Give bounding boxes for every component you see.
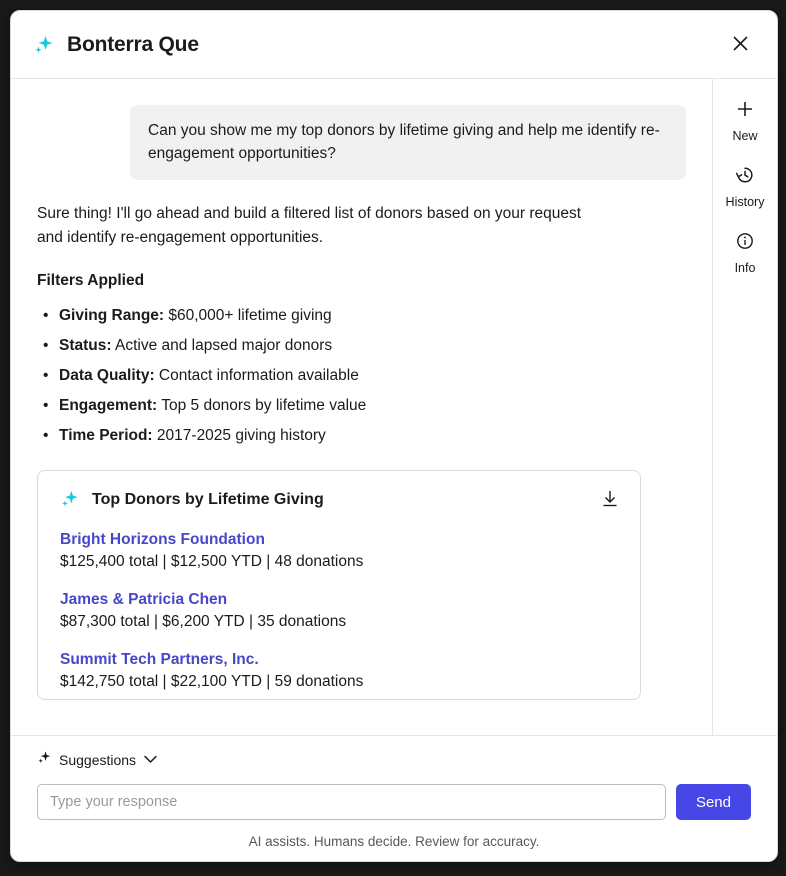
page-title: Bonterra Que — [67, 32, 199, 56]
list-item — [60, 651, 618, 691]
list-item — [60, 531, 618, 571]
right-rail — [712, 79, 777, 735]
sparkle-icon — [33, 34, 55, 56]
filter-label: Giving Range: — [59, 306, 165, 324]
sparkle-icon — [60, 489, 82, 511]
rail-item-history[interactable] — [713, 165, 777, 209]
filter-value: Contact information available — [158, 366, 359, 384]
rail-item-info[interactable] — [713, 231, 777, 275]
rail-item-new[interactable] — [713, 99, 777, 143]
donor-name-link[interactable]: Bright Horizons Foundation — [60, 530, 265, 548]
filter-value: 2017-2025 giving history — [156, 426, 326, 444]
bonterra-que-window — [10, 10, 778, 862]
filter-value: $60,000+ lifetime giving — [168, 306, 332, 324]
chat-column — [11, 79, 712, 735]
filter-label: Engagement: — [59, 396, 158, 414]
send-button[interactable]: Send — [676, 784, 751, 820]
top-donors-card — [37, 470, 641, 700]
plus-icon — [735, 99, 755, 124]
donor-meta: $125,400 total | $12,500 YTD | 48 donations — [60, 552, 364, 570]
rail-item-label: New — [732, 129, 758, 143]
close-button[interactable] — [725, 30, 755, 60]
history-icon — [735, 165, 755, 190]
response-input[interactable] — [37, 784, 666, 820]
download-button[interactable] — [602, 490, 618, 510]
donor-name-link[interactable]: Summit Tech Partners, Inc. — [60, 650, 259, 668]
list-item — [59, 394, 686, 418]
conversation-scroll-area[interactable] — [11, 79, 712, 735]
filters-heading: Filters Applied — [37, 271, 145, 289]
app-branding — [33, 33, 199, 57]
donor-meta: $142,750 total | $22,100 YTD | 59 donations — [60, 672, 364, 690]
donor-name-link[interactable]: James & Patricia Chen — [60, 590, 228, 608]
donor-meta: $87,300 total | $6,200 YTD | 35 donations — [60, 612, 347, 630]
filters-list — [37, 304, 686, 448]
info-icon — [735, 231, 755, 256]
suggestions-label: Suggestions — [59, 752, 137, 768]
composer-footer — [11, 735, 777, 861]
rail-item-label: Info — [734, 261, 756, 275]
list-item — [59, 334, 686, 358]
list-item — [60, 591, 618, 631]
list-item — [59, 304, 686, 328]
filter-value: Active and lapsed major donors — [115, 336, 333, 354]
composer-row — [37, 784, 751, 820]
list-item — [59, 424, 686, 448]
filter-value: Top 5 donors by lifetime value — [161, 396, 367, 414]
card-header — [60, 489, 618, 511]
filter-label: Data Quality: — [59, 366, 155, 384]
card-title: Top Donors by Lifetime Giving — [92, 490, 324, 508]
chevron-down-icon — [143, 751, 158, 769]
filter-label: Time Period: — [59, 426, 153, 444]
ai-disclaimer: AI assists. Humans decide. Review for accuracy. — [248, 834, 540, 849]
list-item — [59, 364, 686, 388]
window-header — [11, 11, 777, 79]
close-icon — [732, 35, 749, 55]
filter-label: Status: — [59, 336, 112, 354]
download-icon — [602, 490, 618, 510]
sparkle-icon — [37, 750, 52, 770]
window-body — [11, 79, 777, 735]
assistant-message: Sure thing! I'll go ahead and build a filtered list of donors based on your request and identify re-engagement opportunities. — [37, 204, 582, 246]
user-message: Can you show me my top donors by lifetime giving and help me identify re-engagement opportunities? — [130, 105, 686, 180]
suggestions-toggle[interactable] — [37, 750, 158, 770]
rail-item-label: History — [725, 195, 765, 209]
